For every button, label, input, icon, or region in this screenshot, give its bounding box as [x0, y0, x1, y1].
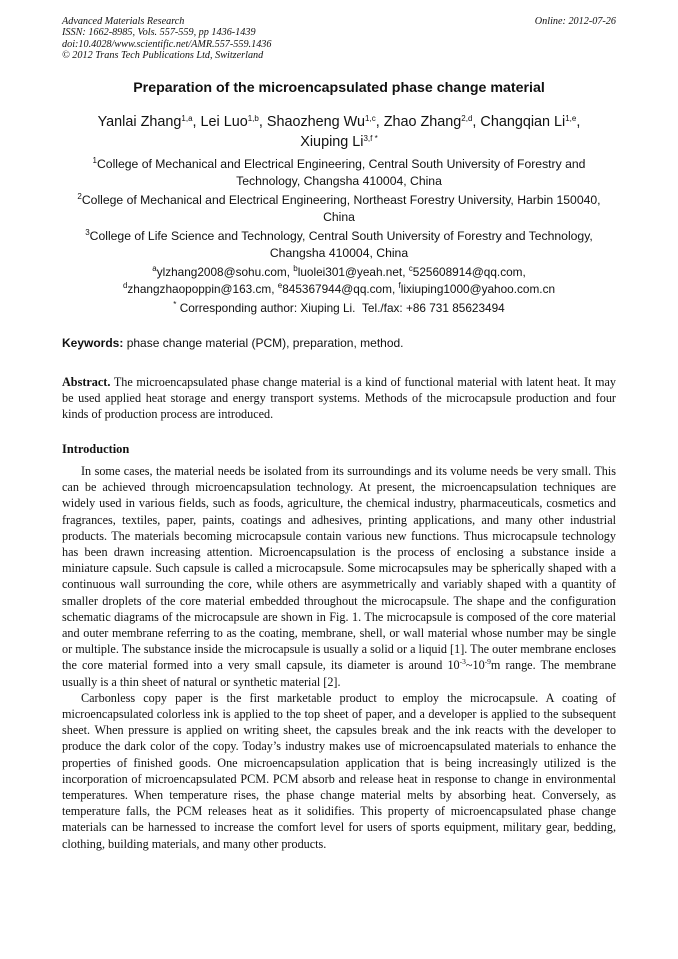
email-address: 845367944@qq.com	[282, 282, 392, 296]
author-name: Xiuping Li	[300, 134, 364, 150]
author-name: Shaozheng Wu	[266, 114, 366, 130]
journal-name: Advanced Materials Research	[62, 16, 185, 27]
email-list: $^a$ylzhang2008@sohu.com, $^b$luolei301@yeah.net, $^c$525608914@qq.com, $^d$zhangzhaopoppin@163.cm, $^e$845367944@qq.com, $^f$lixiuping1000@yahoo.com.cn	[122, 264, 556, 296]
author-list: Yanlai Zhang$^{1,a}$, Lei Luo$^{1,b}$, Shaozheng Wu$^{1,c}$, Zhao Zhang$^{2,d}$, Changqian Li$^{1,e}$, Xiuping $Li^{3,f *}$	[97, 114, 581, 150]
keywords-text: phase change material (PCM), preparation, method.	[126, 336, 404, 350]
affiliation-3	[62, 228, 616, 262]
author-affiliation-mark: 2,d	[461, 114, 473, 123]
affiliation-2	[62, 192, 616, 226]
abstract-label: Abstract.	[62, 375, 111, 389]
affiliation-text: College of Life Science and Technology, Central South University of Forestry and Technology, Changsha 410004, China	[89, 229, 593, 260]
author-affiliation-mark: 1,c	[365, 114, 376, 123]
affiliation-text: College of Mechanical and Electrical Engineering, Northeast Forestry University, Harbin 150040, China	[81, 193, 601, 224]
introduction-body	[62, 463, 616, 852]
author-affiliation-mark: 1,a	[181, 114, 193, 123]
paper-title: Preparation of the microencapsulated phase change material	[133, 80, 545, 96]
affiliation-1	[62, 156, 616, 190]
corresponding-author-text: Corresponding author: Xiuping Li.	[179, 301, 356, 315]
email-address: ylzhang2008@sohu.com	[156, 265, 287, 279]
email-address: lixiuping1000@yahoo.com.cn	[400, 282, 556, 296]
paragraph: Carbonless copy paper is the first marketable product to employ the microcapsule. A coating of microencapsulated colorless ink is applied to the top sheet of paper, and a developer is applied to the subsequent sheet. When pressure is applied on writing sheet, the capsules break and the ink reacts with the developer to produce the dark color of the copy. Today’s industry makes use of microencapsulated materials to enhance the properties of finished goods. One microencapsulation application that is being increasingly utilized is the incorporation of microencapsulated PCM. PCM absorb and release heat in response to change in environmental temperatures. When temperature rises, the phase change material melts by absorbing heat. Conversely, as temperature falls, the PCM releases heat as it solidifies. This property of microencapsulated phase change materials can be harnessed to increase the comfort level for users of sports equipment, military gear, bedding, clothing, building materials, and many other products.	[62, 690, 616, 851]
copyright-line: © 2012 Trans Tech Publications Ltd, Switzerland	[62, 49, 264, 61]
keywords-label: Keywords:	[62, 336, 124, 350]
author-name: Zhao Zhang	[383, 114, 462, 130]
corresponding-tel: Tel./fax: +86 731 85623494	[362, 301, 505, 315]
introduction-heading: Introduction	[62, 442, 130, 456]
issn-line: ISSN: 1662-8985, Vols. 557-559, pp 1436-1439	[62, 27, 256, 39]
paragraph: In some cases, the material needs be isolated from its surroundings and its volume needs be very small. This can be achieved through microencapsulation technology. At present, the microencapsulation techniques are widely used in various fields, such as foods, agriculture, the chemical industry, pharmaceuticals, cosmetics and fragrances, textiles, paper, paints, coatings and adhesives, printing applications, and many other industrial products. The materials becoming microcapsule contain various new functions. Thus microcapsule technology has been drawn increasing attention. Microencapsulation is the process of enclosing a substance inside a miniature capsule. Such capsule is called a microcapsule. Some microcapsules may be spherically shaped with a continuous wall surrounding the core, while others are asymmetrically and variably shaped with a quantity of smaller droplets of the core material embedded throughout the microcapsule. The shape and the configuration schematic diagrams of the microcapsule are shown in Fig. 1. The microcapsule is composed of the core material and outer membrane referring to as the coating, membrane, shell, or wall material whose number may be single or multiple. The substance inside the microcapsule is usually a solid or a liquid [1]. The outer membrane encloses the core material formed into a very small capsule, its diameter is around $10^{-3}\sim 10^{-9}m$ range. The membrane usually is a thin sheet of natural or synthetic material [2].	[62, 464, 616, 689]
affiliation-number: 3	[85, 228, 90, 237]
keywords-section	[62, 336, 616, 350]
author-affiliation-mark: 3,f *	[363, 134, 378, 143]
online-date: Online: 2012-07-26	[534, 16, 616, 27]
affiliation-number: 1	[92, 156, 97, 165]
affiliation-number: 2	[77, 192, 82, 201]
doi-line: doi:10.4028/www.scientific.net/AMR.557-559.1436	[62, 38, 272, 50]
author-affiliation-mark: 1,b	[247, 114, 259, 123]
abstract-section	[62, 374, 616, 423]
author-name: Yanlai Zhang	[97, 114, 182, 130]
author-affiliation-mark: 1,e	[565, 114, 577, 123]
abstract-text: The microencapsulated phase change material is a kind of functional material with latent heat. It may be used applied heat storage and energy transport systems. Methods of the microcapsule production and four kinds of production process are introduced.	[62, 375, 617, 422]
email-address: zhangzhaopoppin@163.cm	[127, 282, 272, 296]
email-address: 525608914@qq.com	[412, 265, 523, 279]
journal-header	[62, 16, 616, 61]
corresponding-author: * Corresponding author: Xiuping Li. Tel./fax: +86 731 85623494	[173, 300, 505, 315]
affiliation-text: College of Mechanical and Electrical Engineering, Central South University of Forestry and Technology, Changsha 410004, China	[97, 157, 586, 188]
author-name: Changqian Li	[480, 114, 566, 130]
email-address: luolei301@yeah.net	[297, 265, 403, 279]
author-name: Lei Luo	[200, 114, 248, 130]
